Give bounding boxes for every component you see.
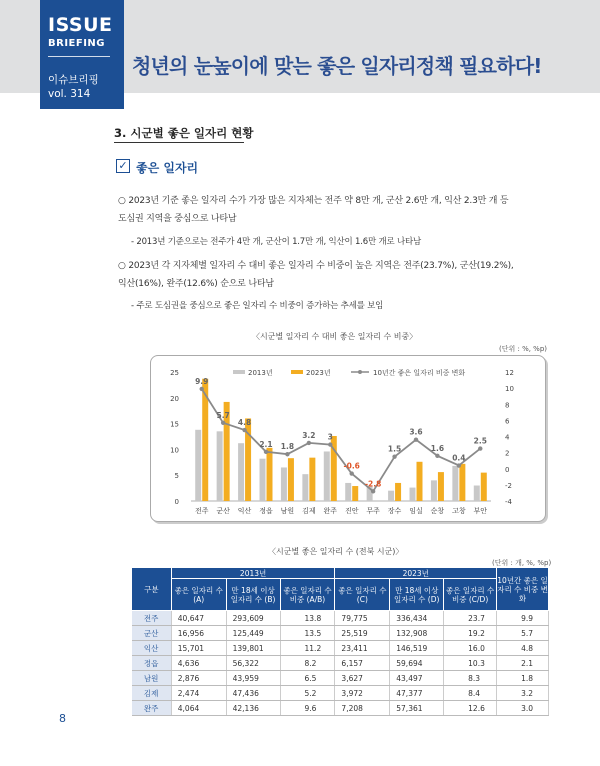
change-point [221,421,225,425]
table-cell: 8.2 [280,656,335,671]
table-cell: 13.5 [280,626,335,641]
table-cell: 10.3 [444,656,497,671]
chart-frame [150,355,546,522]
bar-2013 [281,467,287,501]
table-cell: 9.9 [497,611,549,626]
table-cell: 6,157 [335,656,390,671]
page-title: 청년의 눈높이에 맞는 좋은 일자리정책 필요하다! [132,54,542,78]
x-tick-label: 김제 [302,507,316,515]
bar-2023 [438,472,444,501]
table-cell: 3,972 [335,686,390,701]
table-row [132,701,549,716]
header-region: 구분 [132,568,172,611]
table-cell: 5.2 [280,686,335,701]
bar-2013 [474,486,480,501]
table-row [132,611,549,626]
table-cell: 6.5 [280,671,335,686]
header-cd: 좋은 일자리 수 비중 (C/D) [444,579,497,611]
table-cell: 25,519 [335,626,390,641]
legend-label-change: 10년간 좋은 일자리 비중 변화 [373,369,466,377]
x-tick-label: 고창 [452,507,466,515]
table-cell: 43,497 [390,671,444,686]
y-right-tick-label: 4 [505,433,510,442]
table-cell: 47,377 [390,686,444,701]
change-point [328,442,332,446]
table-cell: 12.6 [444,701,497,716]
table-row [132,626,549,641]
header-ab: 좋은 일자리 수 비중 (A/B) [280,579,335,611]
section-heading: 3. 시군별 좋은 일자리 현황 [114,126,254,140]
table-cell: 2,876 [171,671,226,686]
table-cell: 42,136 [226,701,280,716]
x-tick-label: 익산 [237,507,252,515]
chart-unit: (단위 : %, %p) [499,345,547,353]
table-cell: 13.8 [280,611,335,626]
table-cell: 8.3 [444,671,497,686]
data-label: 3 [327,432,333,442]
bar-2023 [288,458,294,501]
x-tick-label: 순창 [430,507,445,515]
table-cell: 8.4 [444,686,497,701]
table-cell: 336,434 [390,611,444,626]
section-underline [114,142,244,143]
table-cell: 56,322 [226,656,280,671]
y-right-tick-label: 12 [505,369,514,377]
row-label: 군산 [132,626,172,641]
data-label: 1.8 [280,442,295,452]
legend-swatch-2013 [233,370,245,374]
table-cell: 3,627 [335,671,390,686]
change-point [392,454,396,458]
table-cell: 1.8 [497,671,549,686]
issue-briefing-badge [40,0,124,109]
row-label: 전주 [132,611,172,626]
change-point [307,441,311,445]
data-label: 3.6 [409,427,423,437]
bar-2013 [345,483,351,501]
table-cell: 4,636 [171,656,226,671]
table-cell: 47,436 [226,686,280,701]
legend-marker-change [358,370,362,374]
header-b: 만 18세 이상 일자리 수 (B) [226,579,280,611]
table-cell: 3.2 [497,686,549,701]
badge-series: 이슈브리핑 [48,74,99,86]
y-right-tick-label: 8 [505,401,510,410]
data-label: 1.6 [430,443,445,453]
change-point [435,454,439,458]
data-label: 0.4 [452,453,466,463]
header-2013: 2013년 [171,568,335,579]
bar-2013 [324,451,330,501]
change-point [350,471,354,475]
bar-2013 [410,488,416,501]
subsection-heading: 좋은 일자리 [136,161,199,175]
chart [151,356,545,521]
table-cell: 293,609 [226,611,280,626]
badge-briefing: BRIEFING [48,38,106,49]
table-caption: 〈시군별 좋은 일자리 수 (전북 시군)〉 [268,547,404,556]
table-cell: 146,519 [390,641,444,656]
table-cell: 23.7 [444,611,497,626]
table-cell: 139,801 [226,641,280,656]
bar-2013 [302,474,308,501]
change-point [478,446,482,450]
change-point [371,489,375,493]
y-right-tick-label: -4 [505,498,512,506]
row-label: 남원 [132,671,172,686]
table-row [132,641,549,656]
table-row [132,686,549,701]
table-row [132,671,549,686]
page-number: 8 [59,712,66,725]
paragraph-2-line-1: ○ 2023년 각 지자체별 일자리 수 대비 좋은 일자리 수 비중이 높은 지역은 전주(23.7%), 군산(19.2%), [118,261,514,271]
x-tick-label: 완주 [323,507,338,515]
x-tick-label: 진안 [344,507,359,515]
table-cell: 43,959 [226,671,280,686]
check-icon: ✓ [116,159,130,173]
table-cell: 132,908 [390,626,444,641]
table-cell: 3.0 [497,701,549,716]
data-label: 5.7 [216,410,230,420]
y-right-tick-label: 0 [505,465,510,474]
header-d: 만 18세 이상 일자리 수 (D) [390,579,444,611]
x-tick-label: 부안 [473,507,488,515]
table-cell: 16.0 [444,641,497,656]
x-tick-label: 장수 [387,507,402,515]
table-cell: 16,956 [171,626,226,641]
bar-2013 [238,443,244,501]
bar-2013 [388,491,394,501]
table-cell: 7,208 [335,701,390,716]
change-point [264,450,268,454]
badge-divider [48,56,110,57]
data-label: 3.2 [302,430,316,440]
data-label: 9.9 [195,376,209,386]
bar-2023 [309,458,315,501]
bar-2013 [431,480,437,501]
table-cell: 15,701 [171,641,226,656]
table-cell: 9.6 [280,701,335,716]
x-tick-label: 군산 [216,507,230,515]
header-c: 좋은 일자리 수 (C) [335,579,390,611]
badge-volume: vol. 314 [48,88,91,100]
x-tick-label: 무주 [366,507,380,515]
row-label: 완주 [132,701,172,716]
table-cell: 40,647 [171,611,226,626]
x-tick-label: 정읍 [259,507,273,515]
header-2023: 2023년 [335,568,497,579]
bar-2013 [217,431,223,501]
paragraph-2-sub: - 주로 도심권을 중심으로 좋은 일자리 수 비중이 증가하는 추세를 보임 [131,301,384,311]
header-change: 10년간 좋은 일자리 수 비중 변화 [497,568,549,611]
table-cell: 2,474 [171,686,226,701]
data-label: 2.5 [473,436,487,446]
y-right-tick-label: 2 [505,449,510,458]
y-left-tick-label: 5 [174,472,179,481]
data-label: 1.5 [387,444,402,454]
y-right-tick-label: 10 [505,385,514,394]
header-a: 좋은 일자리 수 (A) [171,579,226,611]
data-table [131,567,549,716]
bar-2023 [459,464,465,501]
y-left-tick-label: 20 [170,394,179,403]
change-point [242,428,246,432]
row-label: 정읍 [132,656,172,671]
table-cell: 23,411 [335,641,390,656]
table-row [132,656,549,671]
data-label: 2.1 [259,439,273,449]
bar-2023 [395,483,401,501]
table-cell: 125,449 [226,626,280,641]
y-right-tick-label: 6 [505,417,510,426]
bar-2013 [195,430,201,501]
x-tick-label: 전주 [194,507,209,515]
bar-2023 [267,448,273,501]
change-point [414,438,418,442]
data-label: -2.8 [364,479,382,489]
bar-2023 [417,462,423,501]
legend-label-2013: 2013년 [248,369,273,377]
y-left-tick-label: 15 [170,420,179,429]
bar-2023 [352,486,358,501]
bar-2013 [260,459,266,501]
table-cell: 11.2 [280,641,335,656]
badge-issue: ISSUE [48,14,113,36]
y-left-tick-label: 10 [170,446,179,455]
change-point [200,387,204,391]
y-left-tick-label: 0 [174,498,179,506]
row-label: 익산 [132,641,172,656]
row-label: 김제 [132,686,172,701]
change-point [285,452,289,456]
data-label: -0.6 [343,461,360,471]
x-tick-label: 남원 [280,507,295,515]
data-label: 4.8 [237,418,252,428]
bar-2013 [452,466,458,501]
y-left-tick-label: 25 [170,369,179,377]
paragraph-1-line-2: 도심권 지역을 중심으로 나타남 [118,214,237,224]
legend-label-2023: 2023년 [306,369,331,377]
chart-caption: 〈시군별 일자리 수 대비 좋은 일자리 수 비중〉 [252,332,418,341]
paragraph-2-line-2: 익산(16%), 완주(12.6%) 순으로 나타남 [118,279,274,289]
table-cell: 79,775 [335,611,390,626]
bar-2023 [481,473,487,501]
paragraph-1-line-1: ○ 2023년 기준 좋은 일자리 수가 가장 많은 지자체는 전주 약 8만 개, 군산 2.6만 개, 익산 2.3만 개 등 [118,196,509,206]
table-cell: 59,694 [390,656,444,671]
paragraph-1-sub: - 2013년 기준으로는 전주가 4만 개, 군산이 1.7만 개, 익산이 1.6만 개로 나타남 [131,237,422,247]
legend-swatch-2023 [291,370,303,374]
change-point [457,463,461,467]
table-unit: (단위 : 개, %, %p) [492,559,552,567]
table-cell: 4,064 [171,701,226,716]
table-cell: 19.2 [444,626,497,641]
table-cell: 57,361 [390,701,444,716]
table-cell: 4.8 [497,641,549,656]
y-right-tick-label: -2 [505,481,512,490]
x-tick-label: 임실 [409,507,423,515]
table-cell: 2.1 [497,656,549,671]
table-cell: 5.7 [497,626,549,641]
